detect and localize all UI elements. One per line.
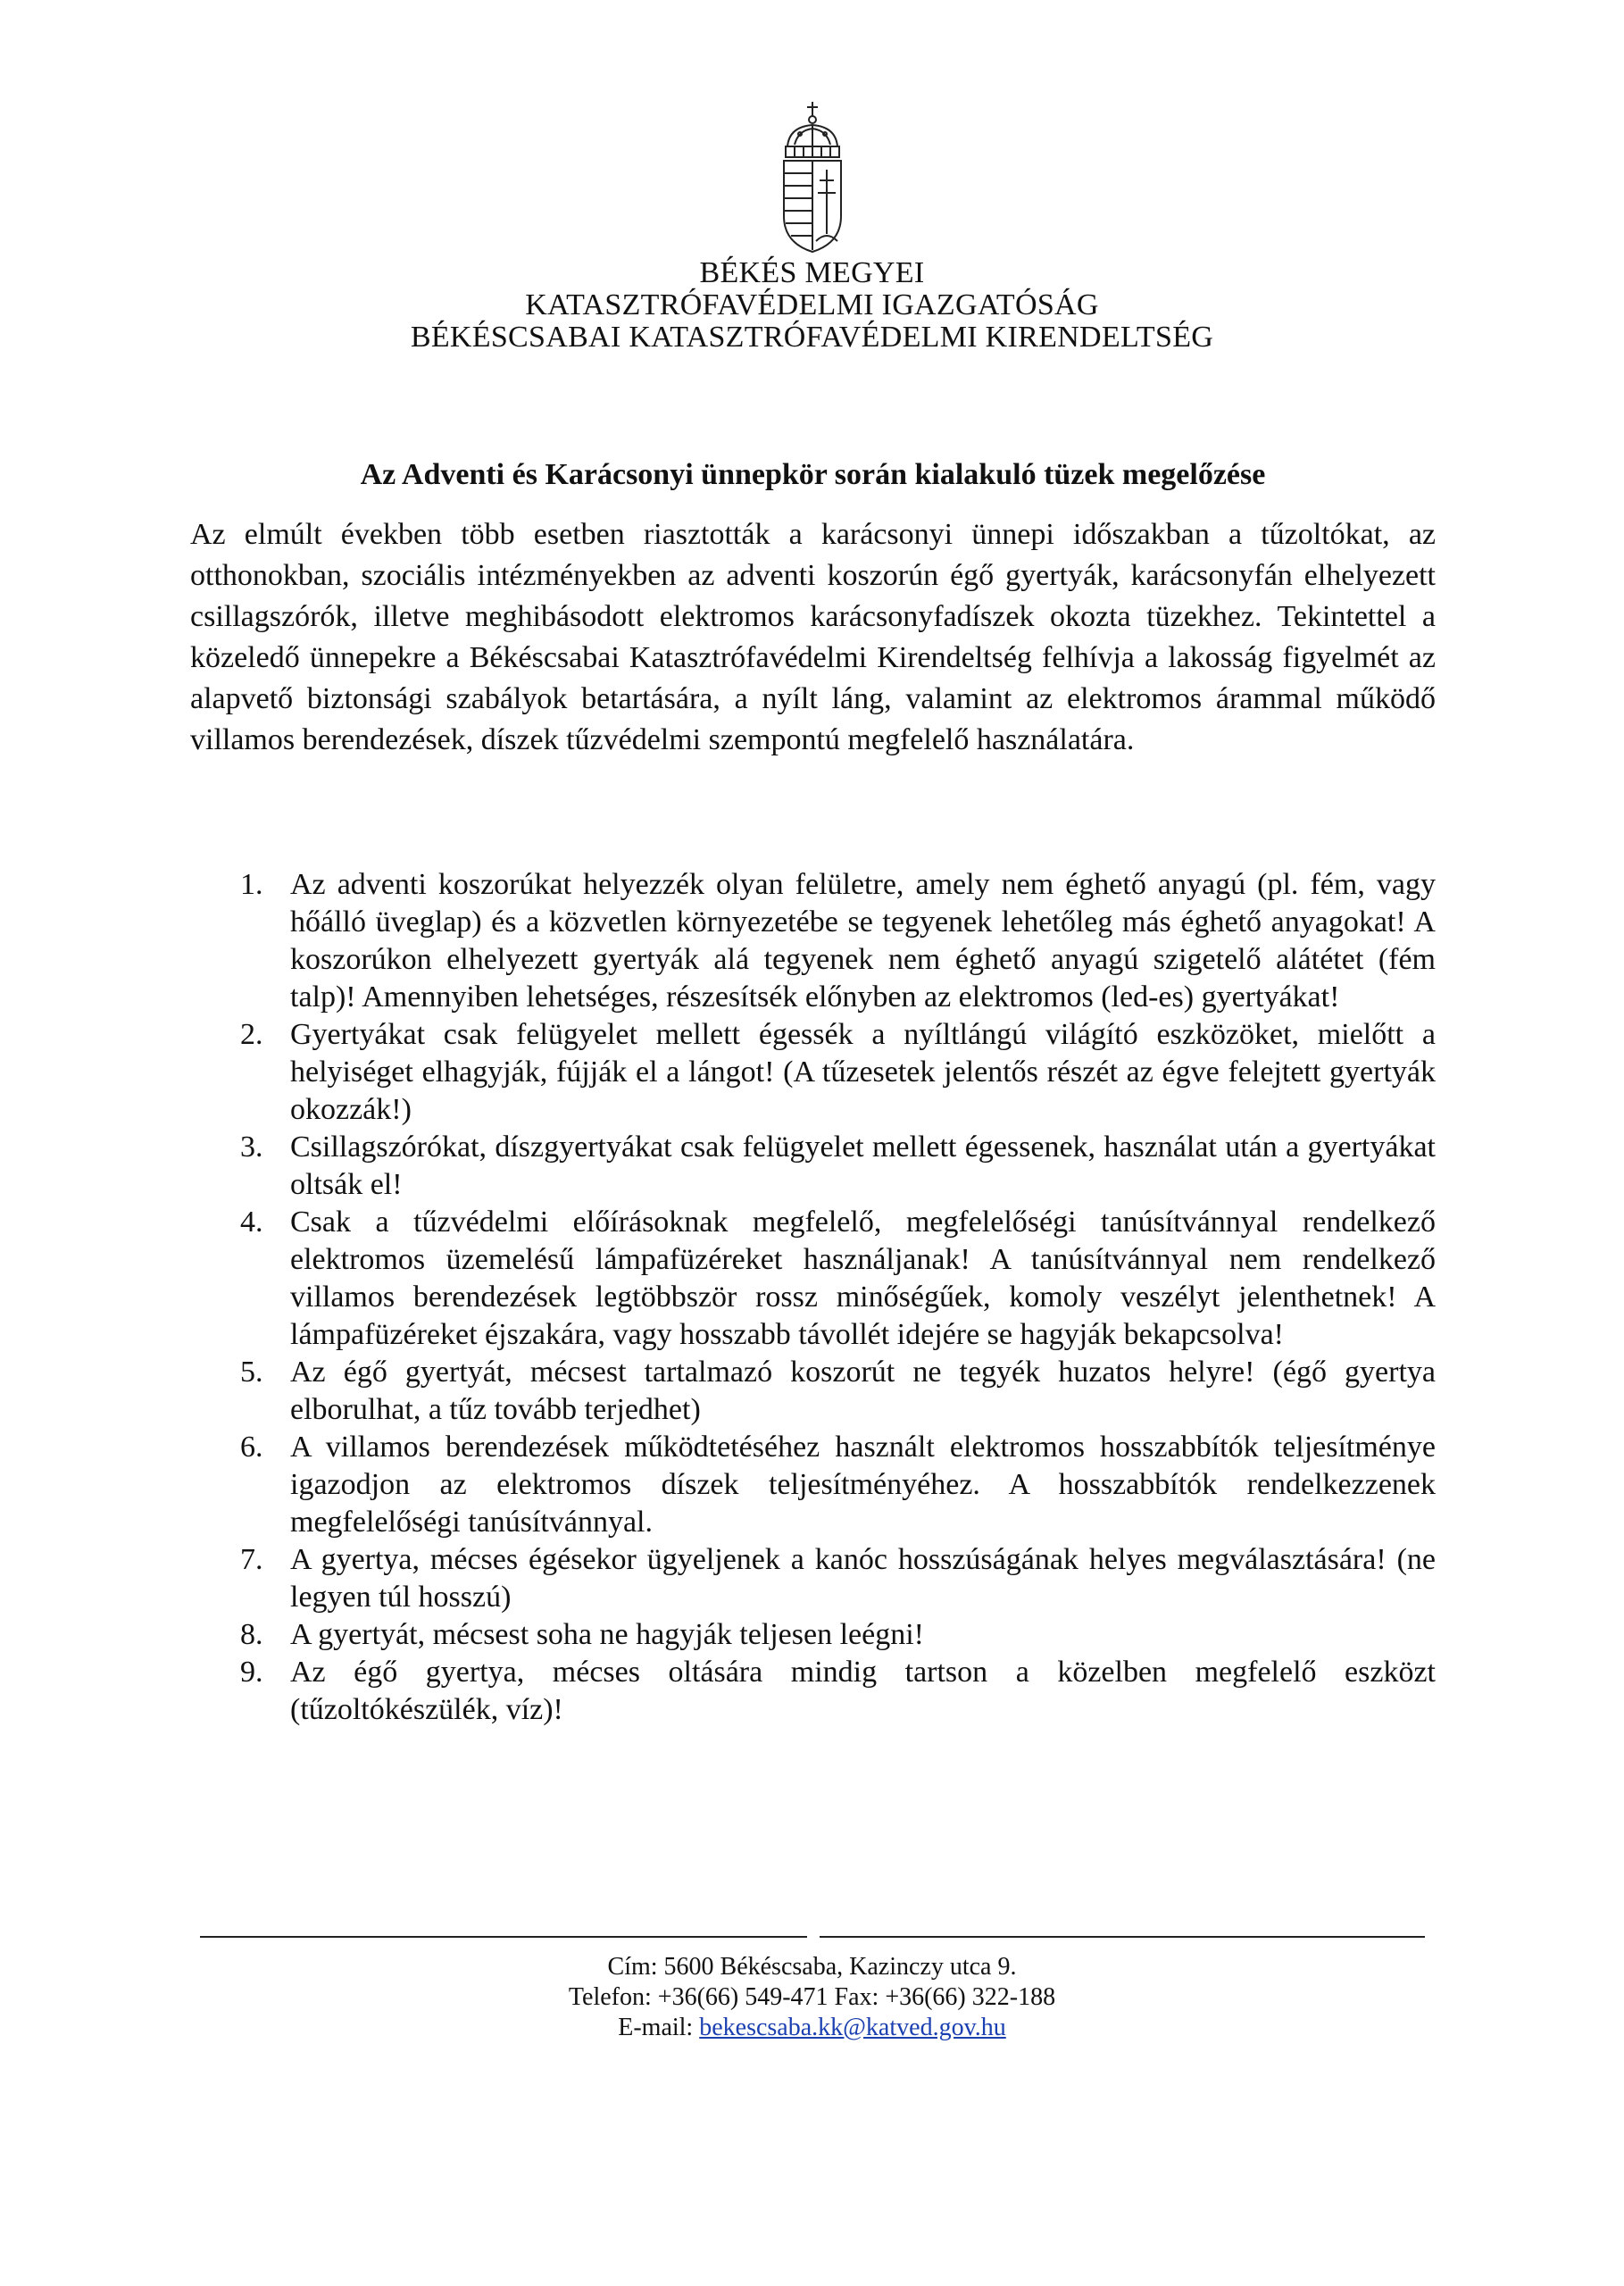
header-directorate: KATASZTRÓFAVÉDELMI IGAZGATÓSÁG	[525, 288, 1099, 321]
footer-phone: Telefon: +36(66) 549-471 Fax: +36(66) 322-188	[568, 1983, 1056, 2011]
list-item-number: 6.	[240, 1431, 263, 1464]
footer-divider	[200, 1936, 1425, 1940]
header-office: BÉKÉSCSABAI KATASZTRÓFAVÉDELMI KIRENDELTSÉG	[410, 321, 1214, 354]
list-item-text: Az adventi koszorúkat helyezzék olyan felületre, amely nem éghető anyagú (pl. fém, vagy hőálló üveglap) és a közvetlen környezetébe se tegyenek lehetőleg más éghető anyagokat! A koszorúkon elhelyezett gyertyák alá tegyenek nem éghető anyagú szigetelő alátétet (fém talp)! Amennyiben lehetséges, részesítsék előnyben az elektromos (led-es) gyertyákat!	[290, 868, 1436, 1014]
institution-header	[0, 257, 1624, 354]
footer-email-label: E-mail:	[618, 2014, 700, 2041]
document-title: Az Adventi és Karácsonyi ünnepkör során kialakuló tüzek megelőzése	[360, 458, 1266, 491]
list-item	[190, 1016, 1436, 1129]
list-item-text: Csillagszórókat, díszgyertyákat csak felügyelet mellett égessenek, használat után a gyertyákat oltsák el!	[290, 1130, 1436, 1201]
list-item-number: 7.	[240, 1543, 263, 1576]
list-item	[190, 866, 1436, 1016]
header-county: BÉKÉS MEGYEI	[699, 256, 925, 289]
list-item-text: A gyertyát, mécsest soha ne hagyják teljesen leégni!	[290, 1618, 924, 1651]
safety-rules-list	[190, 866, 1436, 1729]
list-item-number: 4.	[240, 1206, 263, 1239]
list-item-number: 3.	[240, 1130, 263, 1164]
list-item	[190, 1204, 1436, 1354]
list-item-number: 2.	[240, 1018, 263, 1051]
footer-divider-left	[200, 1936, 807, 1938]
list-item	[190, 1541, 1436, 1616]
list-item-number: 1.	[240, 868, 263, 901]
list-item	[190, 1129, 1436, 1204]
contact-footer	[0, 1952, 1624, 2043]
list-item-text: Csak a tűzvédelmi előírásoknak megfelelő, megfelelőségi tanúsítvánnyal rendelkező elektromos üzemelésű lámpafüzéreket használjanak! A tanúsítvánnyal nem rendelkező villamos berendezések legtöbbször rossz minőségűek, komoly veszélyt jelenthetnek! A lámpafüzéreket éjszakára, vagy hosszabb távollét idejére se hagyják bekapcsolva!	[290, 1206, 1436, 1351]
footer-address: Cím: 5600 Békéscsaba, Kazinczy utca 9.	[607, 1953, 1017, 1981]
list-item-text: A gyertya, mécses égésekor ügyeljenek a kanóc hosszúságának helyes megválasztására! (ne legyen túl hosszú)	[290, 1543, 1436, 1614]
list-item-text: A villamos berendezések működtetéséhez használt elektromos hosszabbítók teljesítménye igazodjon az elektromos díszek teljesítményéhez. A hosszabbítók rendelkezzenek megfelelőségi tanúsítvánnyal.	[290, 1431, 1436, 1539]
intro-paragraph: Az elmúlt években több esetben riasztották a karácsonyi ünnepi időszakban a tűzoltókat, az otthonokban, szociális intézményekben az adventi koszorún égő gyertyák, karácsonyfán elhelyezett csillagszórók, illetve meghibásodott elektromos karácsonyfadíszek okozta tüzekhez. Tekintettel a közeledő ünnepekre a Békéscsabai Katasztrófavédelmi Kirendeltség felhívja a lakosság figyelmét az alapvető biztonsági szabályok betartására, a nyílt láng, valamint az elektromos árammal működő villamos berendezések, díszek tűzvédelmi szempontú megfelelő használatára.	[190, 518, 1436, 756]
list-item	[190, 1354, 1436, 1429]
list-item-number: 8.	[240, 1618, 263, 1651]
list-item-number: 9.	[240, 1656, 263, 1689]
list-item	[190, 1616, 1436, 1654]
email-link[interactable]: bekescsaba.kk@katved.gov.hu	[699, 2014, 1006, 2041]
list-item	[190, 1429, 1436, 1541]
footer-email-line	[0, 2013, 1624, 2043]
list-item-number: 5.	[240, 1356, 263, 1389]
list-item-text: Az égő gyertya, mécses oltására mindig tartson a közelben megfelelő eszközt (tűzoltókészülék, víz)!	[290, 1656, 1436, 1726]
list-item	[190, 1654, 1436, 1729]
list-item-text: Gyertyákat csak felügyelet mellett égessék a nyíltlángú világító eszközöket, mielőtt a helyiséget elhagyják, fújják el a lángot! (A tűzesetek jelentős részét az égve felejtett gyertyák okozzák!)	[290, 1018, 1436, 1126]
list-item-text: Az égő gyertyát, mécsest tartalmazó koszorút ne tegyék huzatos helyre! (égő gyertya elborulhat, a tűz tovább terjedhet)	[290, 1356, 1436, 1426]
coat-of-arms-icon	[779, 100, 846, 254]
footer-divider-right	[820, 1936, 1425, 1938]
